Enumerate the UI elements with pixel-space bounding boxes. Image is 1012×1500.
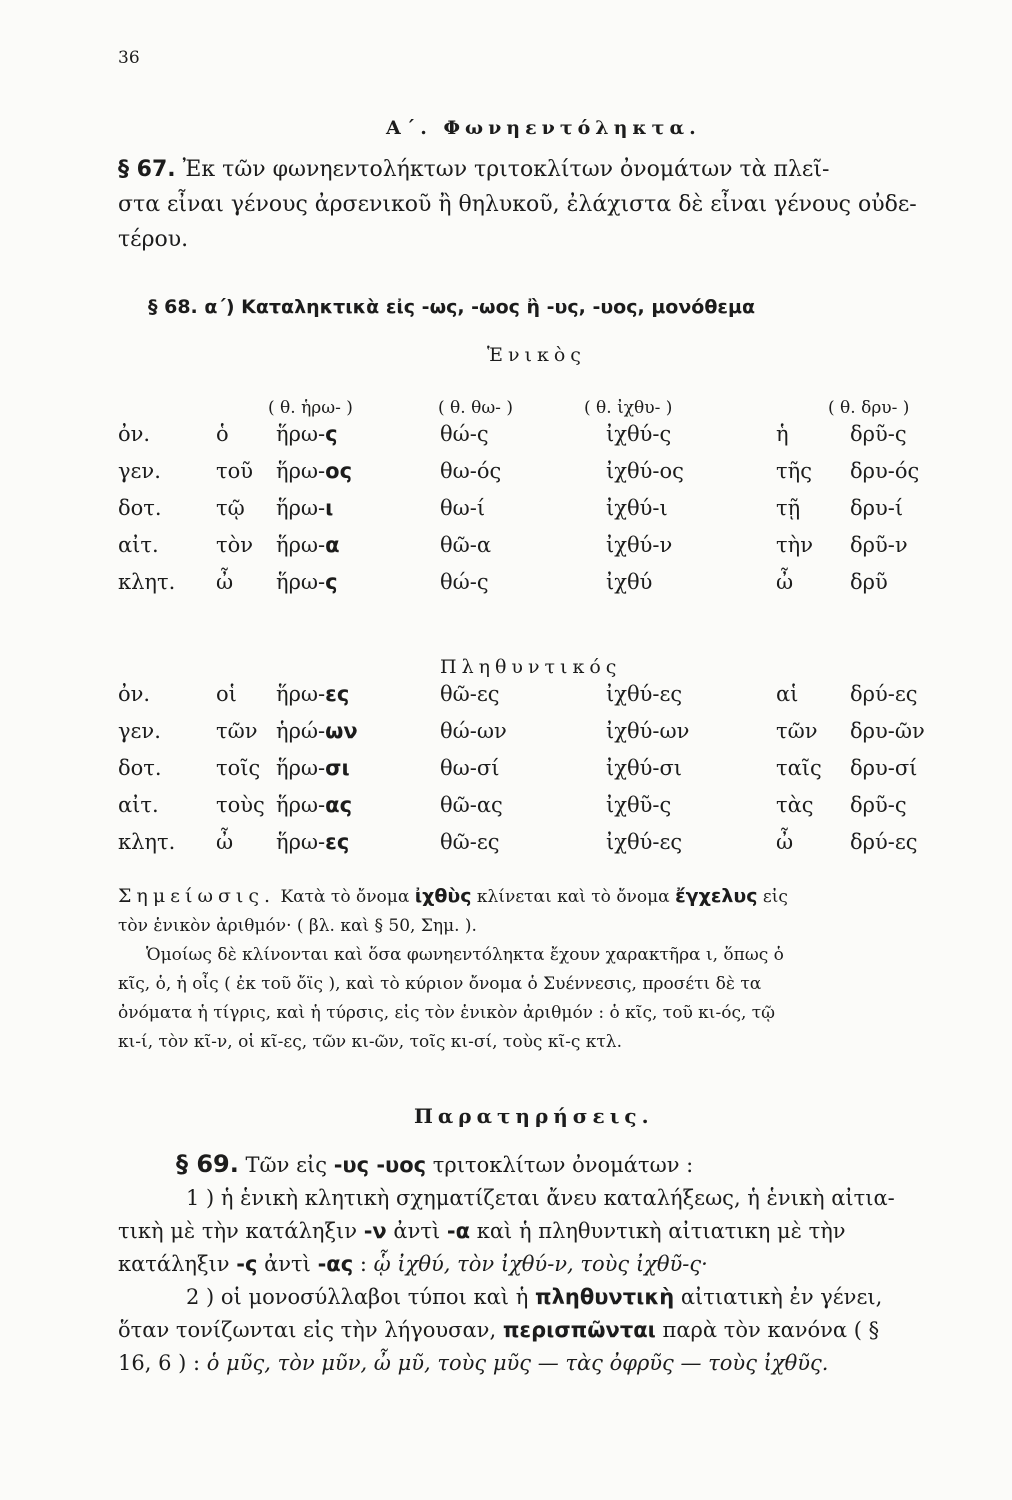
article-fem: ὦ [776,570,794,594]
ichthy-form: ἰχθύ-ι [606,496,668,520]
ichthy-form: ἰχθύ-ων [606,719,690,743]
ichthy-form: ἰχθύ-ς [606,422,672,446]
p67-line-2: στα εἶναι γένους ἀρσενικοῦ ἢ θηλυκοῦ, ἐλάχιστα δὲ εἶναι γένους οὐδε- [118,192,917,217]
ending: ς [325,422,338,446]
ichthy-form: ἰχθύ-ν [606,533,673,557]
note-line-4: κῖς, ὁ, ἡ οἶς ( ἐκ τοῦ ὄϊς ), καὶ τὸ κύριον ὄνομα ὁ Συέννεσις, προσέτι δὲ τα [118,974,762,994]
article: τῶν [216,719,258,743]
theme-hero: ( θ. ἡρω- ) [268,398,353,418]
paragraph-69 [118,1148,968,1380]
ending: ες [325,682,350,706]
ichthy-form: ἰχθύ-ος [606,459,684,483]
observations-heading: Παρατηρήσεις. [414,1104,654,1128]
p67-line-3: τέρου. [118,227,189,252]
tho-form: θῶ-α [440,533,492,557]
tho-form: θῶ-ες [440,682,500,706]
ending: α [325,533,340,557]
note-line-2: τὸν ἑνικὸν ἀριθμόν· ( βλ. καὶ § 50, Σημ. ). [118,916,477,936]
dry-form: δρύ-ες [850,682,918,706]
article-fem: τῇ [776,496,801,520]
ichthy-form: ἰχθύ-σι [606,756,683,780]
case-label: κλητ. [118,830,176,854]
dry-form: δρυ-ῶν [850,719,925,743]
theme-tho: ( θ. θω- ) [438,398,513,418]
dry-form: δρῦ-ς [850,793,907,817]
tho-form: θω-ί [440,496,486,520]
hero-form: ἥρω-ς [276,570,338,594]
article: ὁ [216,422,229,446]
tho-form: θῶ-ες [440,830,500,854]
case-label: αἰτ. [118,533,159,557]
note-label: Σημείωσις. [118,885,276,907]
article: τοὺς [216,793,265,817]
ending: ος [325,459,353,483]
section-mark: § 67. [118,157,176,182]
dry-form: δρῦ-ς [850,422,907,446]
ending: σι [325,756,350,780]
dry-form: δρῦ [850,570,888,594]
ichthy-form: ἰχθῦ-ς [606,793,672,817]
dry-form: δρύ-ες [850,830,918,854]
p69-line-2: 1 ) ἡ ἑνικὴ κλητικὴ σχηματίζεται ἄνευ καταλήξεως, ἡ ἑνικὴ αἰτια- [186,1186,895,1210]
case-label: δοτ. [118,496,162,520]
ending: ς [325,570,338,594]
tho-form: θώ-ς [440,422,489,446]
article-fem: ταῖς [776,756,822,780]
hero-form: ἥρω-ι [276,496,334,520]
p69-line-5: 2 ) οἱ μονοσύλλαβοι τύποι καὶ ἡ πληθυντικὴ αἰτιατικὴ ἐν γένει, [186,1285,883,1309]
singular-heading: Ἑνικὸς [487,344,586,366]
article-fem: τὰς [776,793,814,817]
paragraph-68: § 68. α΄) Καταληκτικὰ εἰς -ως, -ωος ἢ -υς, -υος, μονόθεμα [148,296,756,318]
tho-form: θω-σί [440,756,500,780]
tho-form: θώ-ων [440,719,507,743]
tho-form: θώ-ς [440,570,489,594]
ending: ες [325,830,350,854]
case-label: γεν. [118,719,161,743]
p67-line-1: § 67. Ἐκ τῶν φωνηεντολήκτων τριτοκλίτων ὀνομάτων τὰ πλεῖ- [118,157,830,182]
p69-line-4: κατάληξιν -ς ἀντὶ -ας : ᾧ ἰχθύ, τὸν ἰχθύ-ν, τοὺς ἰχθῦ-ς· [118,1252,708,1276]
paragraph-67 [118,152,958,257]
theme-dry: ( θ. δρυ- ) [828,398,910,418]
note-block [118,882,968,1057]
tho-form: θω-ός [440,459,502,483]
article-fem: τῆς [776,459,812,483]
tho-form: θῶ-ας [440,793,503,817]
article-fem: τὴν [776,533,813,557]
p69-line-3: τικὴ μὲ τὴν κατάληξιν -ν ἀντὶ -α καὶ ἡ πληθυντικὴ αἰτιατικη μὲ τὴν [118,1219,846,1243]
note-line-3: Ὁμοίως δὲ κλίνονται καὶ ὅσα φωνηεντόληκτα ἔχουν χαρακτῆρα ι, ὅπως ὁ [146,945,784,965]
article-fem: αἱ [776,682,799,706]
page-number: 36 [118,48,140,68]
hero-form: ἥρω-ες [276,830,350,854]
dry-form: δρυ-ός [850,459,920,483]
p69-line-1: § 69. Τῶν εἰς -υς -υος τριτοκλίτων ὀνομάτων : [176,1150,694,1178]
article: τοῖς [216,756,261,780]
hero-form: ἥρω-α [276,533,340,557]
ending: ι [325,496,334,520]
note-line-1: Σημείωσις. Κατὰ τὸ ὄνομα ἰχθὺς κλίνεται καὶ τὸ ὄνομα ἔγχελυς εἰς [118,885,788,907]
case-label: γεν. [118,459,161,483]
plural-heading: Πληθυντικός [440,656,622,678]
case-label: αἰτ. [118,793,159,817]
hero-form: ἥρω-ες [276,682,350,706]
article-fem: ὦ [776,830,794,854]
article-fem: τῶν [776,719,818,743]
theme-ichthy: ( θ. ἰχθυ- ) [584,398,673,418]
note-line-6: κι-ί, τὸν κῖ-ν, οἱ κῖ-ες, τῶν κι-ῶν, τοῖς κι-σί, τοὺς κῖ-ς κτλ. [118,1032,622,1052]
case-label: ὀν. [118,682,151,706]
hero-form: ἥρω-ας [276,793,353,817]
dry-form: δρυ-ί [850,496,904,520]
dry-form: δρυ-σί [850,756,918,780]
hero-form: ἥρω-σι [276,756,350,780]
ichthy-form: ἰχθύ [606,570,653,594]
p69-line-7: 16, 6 ) : ὁ μῦς, τὸν μῦν, ὦ μῦ, τοὺς μῦς — τὰς ὀφρῦς — τοὺς ἰχθῦς. [118,1351,829,1375]
ending: ων [325,719,358,743]
article: ὦ [216,570,234,594]
section-heading-a: Α΄. Φωνηεντόληκτα. [386,117,701,139]
article: ὦ [216,830,234,854]
ending: ας [325,793,353,817]
hero-form: ἡρώ-ων [276,719,358,743]
case-label: δοτ. [118,756,162,780]
article: τοῦ [216,459,254,483]
case-label: ὀν. [118,422,151,446]
hero-form: ἥρω-ος [276,459,353,483]
note-line-5: ὀνόματα ἡ τίγρις, καὶ ἡ τύρσις, εἰς τὸν ἑνικὸν ἀριθμόν : ὁ κῖς, τοῦ κι-ός, τῷ [118,1003,776,1023]
article: οἱ [216,682,237,706]
article-fem: ἡ [776,422,789,446]
ichthy-form: ἰχθύ-ες [606,682,683,706]
hero-form: ἥρω-ς [276,422,338,446]
dry-form: δρῦ-ν [850,533,908,557]
case-label: κλητ. [118,570,176,594]
article: τὸν [216,533,254,557]
ichthy-form: ἰχθύ-ες [606,830,683,854]
article: τῷ [216,496,245,520]
p69-line-6: ὅταν τονίζωνται εἰς τὴν λήγουσαν, περισπῶνται παρὰ τὸν κανόνα ( § [118,1318,880,1342]
